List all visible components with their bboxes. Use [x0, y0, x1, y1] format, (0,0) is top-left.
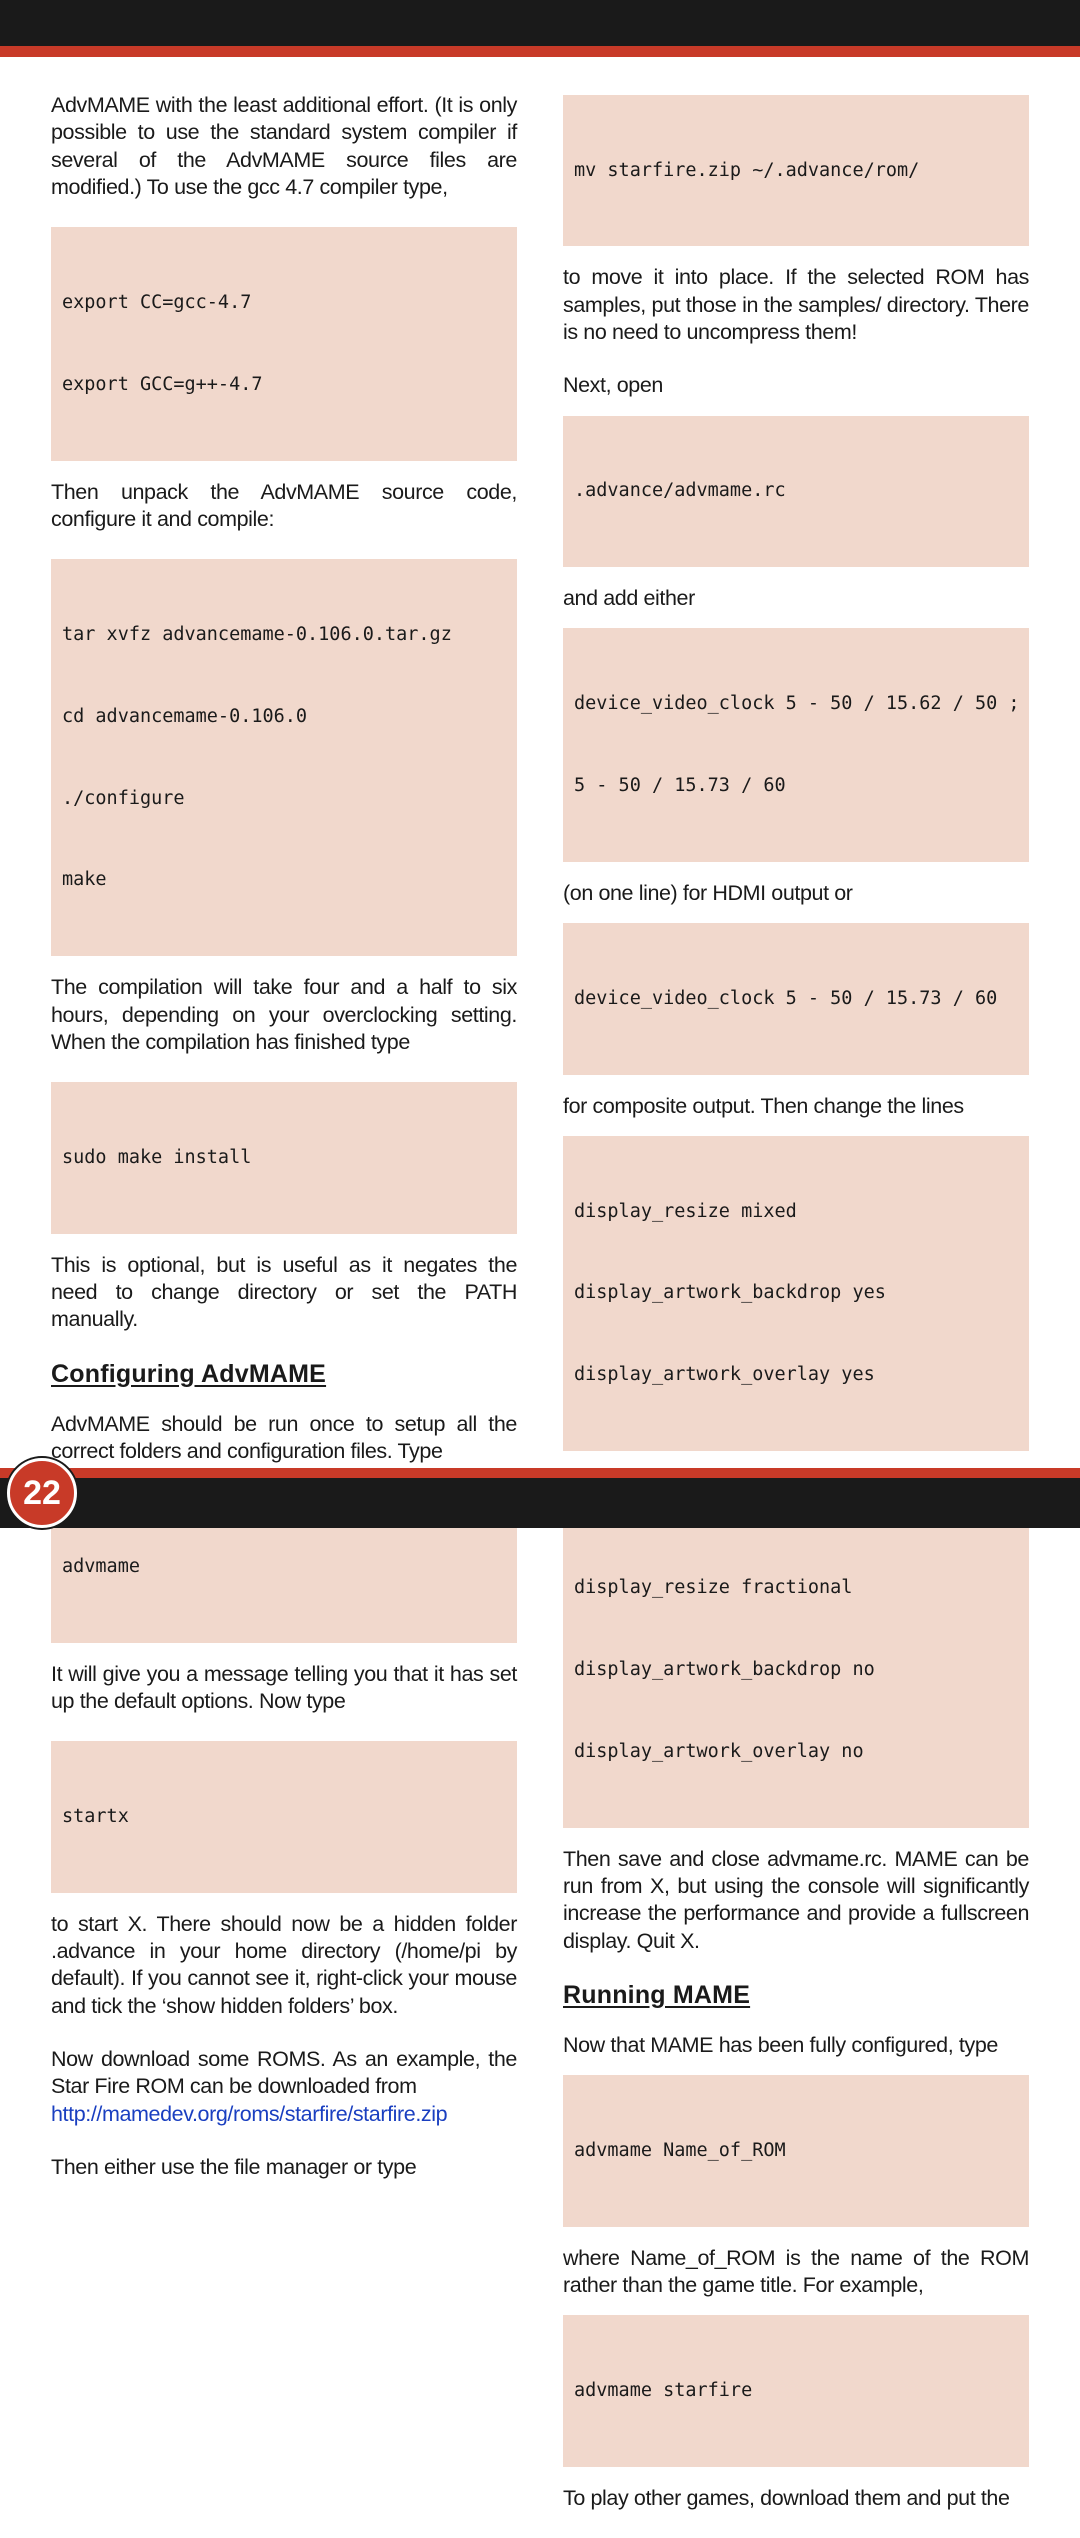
paragraph: Then unpack the AdvMAME source code, configure it and compile: [51, 479, 517, 531]
code-line: device_video_clock 5 - 50 / 15.62 / 50 ; [574, 693, 1020, 715]
code-block [51, 559, 517, 956]
code-line: advmame Name_of_ROM [574, 2139, 786, 2161]
code-line: sudo make install [62, 1146, 252, 1168]
code-block [563, 1512, 1029, 1827]
paragraph-text: Now download some ROMS. As an example, the Star Fire ROM can be downloaded from [51, 2046, 517, 2099]
paragraph: AdvMAME with the least additional effort. (It is only possible to use the standard system compiler if several of the AdvMAME source files are modified.) To use the gcc 4.7 compiler type, [51, 93, 517, 199]
paragraph: This is optional, but is useful as it negates the need to change directory or set the PATH manually. [51, 1252, 517, 1332]
bottom-accent-stripe [0, 1468, 1080, 1478]
code-line: advmame [62, 1555, 140, 1577]
left-column [51, 92, 517, 2207]
code-line: cd advancemame-0.106.0 [62, 705, 308, 727]
code-line: display_artwork_backdrop yes [574, 1282, 886, 1304]
paragraph: Next, open [563, 373, 663, 398]
paragraph: AdvMAME should be run once to setup all the correct folders and configuration files. Type [51, 1411, 517, 1463]
download-link[interactable]: http://mamedev.org/roms/starfire/starfire.zip [51, 2101, 448, 2126]
code-line: display_artwork_overlay no [574, 1740, 864, 1762]
code-line: startx [62, 1805, 129, 1827]
code-block [563, 628, 1029, 861]
bottom-footer-bar [0, 1478, 1080, 1528]
code-block [563, 1136, 1029, 1451]
code-block [51, 1082, 517, 1233]
code-line: export CC=gcc-4.7 [62, 291, 252, 313]
paragraph: To play other games, download them and put the [563, 2485, 1010, 2510]
paragraph: (on one line) for HDMI output or [563, 880, 853, 905]
paragraph: to start X. There should now be a hidden folder .advance in your home directory (/home/pi by default). If you cannot see it, right-click your mouse and tick the ‘show hidden folders’ box. [51, 1911, 517, 2018]
code-block [563, 2315, 1029, 2466]
top-accent-stripe [0, 46, 1080, 57]
code-line: mv starfire.zip ~/.advance/rom/ [574, 159, 920, 181]
code-line: advmame starfire [574, 2379, 753, 2401]
code-line: ./configure [62, 787, 185, 809]
section-heading: Configuring AdvMAME [51, 1359, 327, 1388]
paragraph: to move it into place. If the selected ROM has samples, put those in the samples/ directory. There is no need to uncompress them! [563, 265, 1029, 345]
right-column [563, 92, 1029, 2538]
code-line: make [62, 869, 107, 891]
code-line: .advance/advmame.rc [574, 480, 786, 502]
code-line: export GCC=g++-4.7 [62, 373, 263, 395]
code-line: display_artwork_overlay yes [574, 1364, 875, 1386]
paragraph: Then either use the file manager or type [51, 2154, 417, 2179]
code-block [563, 95, 1029, 246]
code-line: device_video_clock 5 - 50 / 15.73 / 60 [574, 987, 998, 1009]
section-heading: Running MAME [563, 1980, 751, 2009]
code-block [51, 1741, 517, 1892]
paragraph: and add either [563, 586, 695, 611]
code-line: display_resize mixed [574, 1200, 797, 1222]
paragraph: Now that MAME has been fully configured, type [563, 2032, 998, 2057]
paragraph: Then save and close advmame.rc. MAME can be run from X, but using the console will significantly increase the performance and provide a fullscreen display. Quit X. [563, 1846, 1029, 1953]
code-line: 5 - 50 / 15.73 / 60 [574, 774, 786, 796]
paragraph: It will give you a message telling you that it has set up the default options. Now type [51, 1661, 517, 1713]
code-block [51, 227, 517, 460]
paragraph: where Name_of_ROM is the name of the ROM rather than the game title. For example, [563, 2245, 1029, 2297]
code-block [563, 923, 1029, 1074]
paragraph: The compilation will take four and a half to six hours, depending on your overclocking setting. When the compilation has finished type [51, 975, 517, 1054]
code-line: display_artwork_backdrop no [574, 1658, 875, 1680]
code-block [563, 2075, 1029, 2226]
top-header-bar [0, 0, 1080, 46]
code-block [563, 416, 1029, 567]
paragraph: for composite output. Then change the lines [563, 1093, 964, 1118]
code-line: display_resize fractional [574, 1577, 853, 1599]
paragraph [51, 2046, 517, 2128]
code-line: tar xvfz advancemame-0.106.0.tar.gz [62, 623, 452, 645]
page-number-badge: 22 [7, 1458, 77, 1528]
